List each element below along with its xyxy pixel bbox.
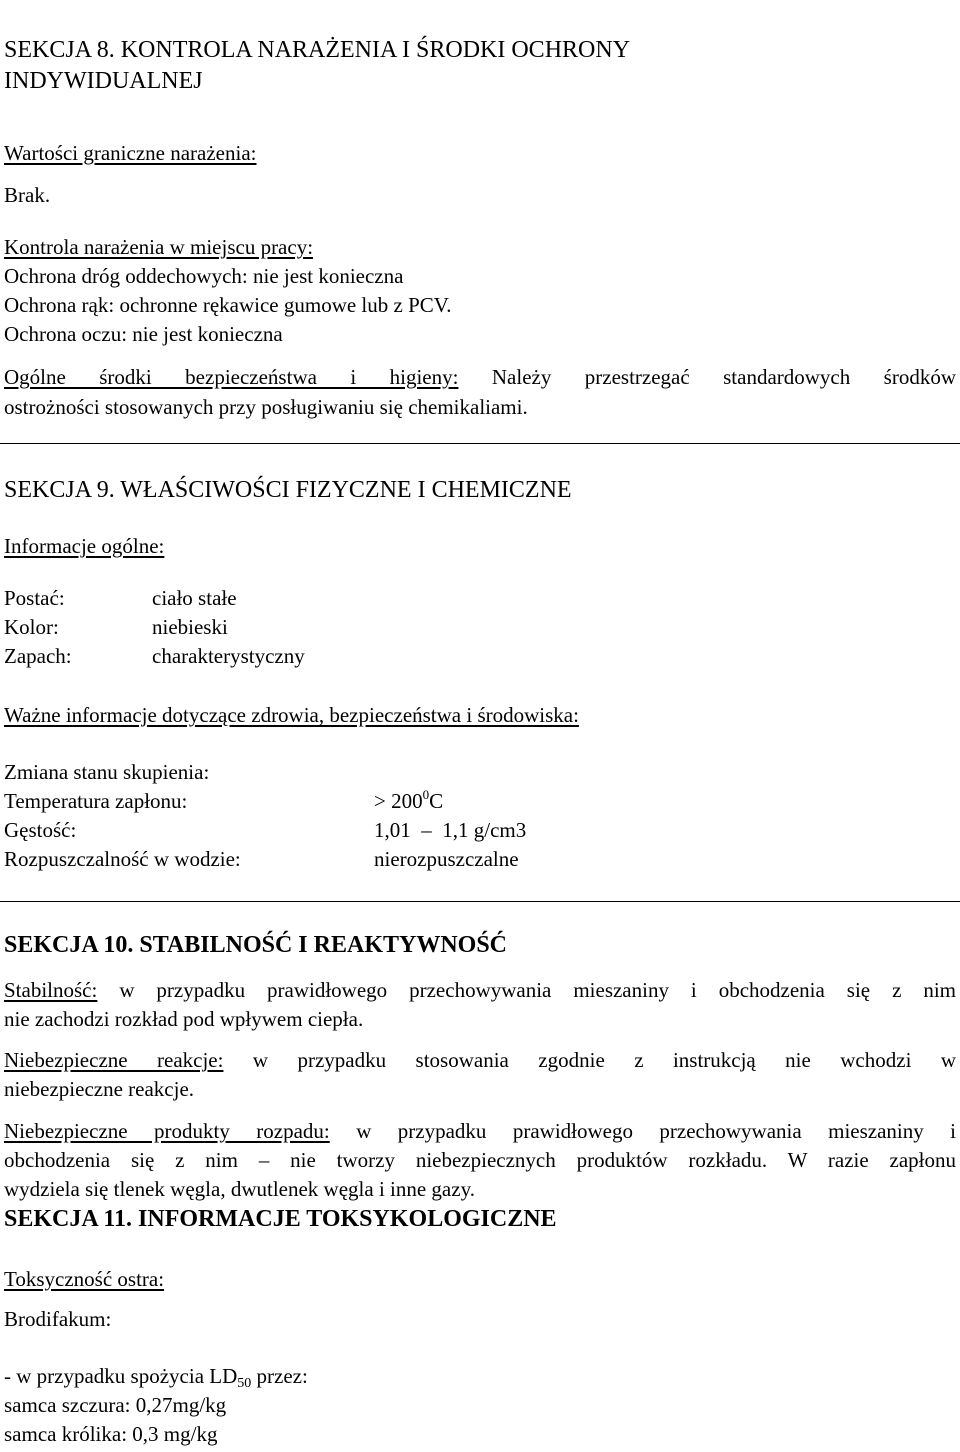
section-divider-2 xyxy=(0,901,960,902)
prop-label-form: Postać: xyxy=(4,586,65,610)
important-info-label: Ważne informacje dotyczące zdrowia, bezpieczeństwa i środowiska: xyxy=(4,703,579,727)
stability-label: Stabilność: xyxy=(4,978,98,1002)
solubility-label: Rozpuszczalność w wodzie: xyxy=(4,847,241,871)
eye-protection: Ochrona oczu: nie jest konieczna xyxy=(4,322,283,346)
ld50-suffix: przez: xyxy=(251,1364,308,1388)
section-8-heading-line-2: INDYWIDUALNEJ xyxy=(4,68,203,94)
reactions-line-2: niebezpieczne reakcje. xyxy=(4,1077,195,1101)
decomposition-label: Niebezpieczne produkty rozpadu: xyxy=(4,1119,330,1143)
stability-line-1 xyxy=(4,976,956,1005)
density-label: Gęstość: xyxy=(4,818,77,842)
reactions-label: Niebezpieczne reakcje: xyxy=(4,1048,224,1072)
section-8-heading-line-1: SEKCJA 8. KONTROLA NARAŻENIA I ŚRODKI OCHRONY xyxy=(4,37,631,63)
reactions-line-1 xyxy=(4,1046,956,1075)
stability-line-2: nie zachodzi rozkład pod wpływem ciepła. xyxy=(4,1007,364,1031)
solubility-value: nierozpuszczalne xyxy=(374,847,519,871)
section-9-heading: SEKCJA 9. WŁAŚCIWOŚCI FIZYCZNE I CHEMICZNE xyxy=(4,477,572,503)
decomposition-line-3: wydziela się tlenek węgla, dwutlenek węgla i inne gazy. xyxy=(4,1177,475,1201)
density-value: 1,01 – 1,1 g/cm3 xyxy=(374,818,527,842)
ld50-line xyxy=(4,1362,308,1391)
respiratory-protection: Ochrona dróg oddechowych: nie jest konieczna xyxy=(4,264,404,288)
hand-protection: Ochrona rąk: ochronne rękawice gumowe lub z PCV. xyxy=(4,293,452,317)
stability-text: w przypadku prawidłowego przechowywania mieszaniny i obchodzenia się z nim xyxy=(119,978,957,1002)
prop-value-odor: charakterystyczny xyxy=(152,644,305,668)
ld50-subscript: 50 xyxy=(237,1376,252,1391)
prop-label-odor: Zapach: xyxy=(4,644,72,668)
workplace-control-label: Kontrola narażenia w miejscu pracy: xyxy=(4,235,314,259)
exposure-limits-label: Wartości graniczne narażenia: xyxy=(4,141,257,165)
exposure-limits-value: Brak. xyxy=(4,183,51,207)
flash-point-label: Temperatura zapłonu: xyxy=(4,789,188,813)
flash-point-number: > 200 xyxy=(374,789,423,813)
general-info-label: Informacje ogólne: xyxy=(4,534,165,558)
ld50-prefix: - w przypadku spożycia LD xyxy=(4,1364,238,1388)
prop-value-form: ciało stałe xyxy=(152,586,237,610)
substance-name: Brodifakum: xyxy=(4,1307,112,1331)
prop-value-color: niebieski xyxy=(152,615,228,639)
flash-point-unit: C xyxy=(429,789,444,813)
hygiene-text: Należy przestrzegać standardowych środków xyxy=(491,365,957,389)
section-10-heading: SEKCJA 10. STABILNOŚĆ I REAKTYWNOŚĆ xyxy=(4,932,508,958)
acute-toxicity-label: Toksyczność ostra: xyxy=(4,1267,165,1291)
flash-point-degree: 0 xyxy=(422,787,430,802)
section-11-heading: SEKCJA 11. INFORMACJE TOKSYKOLOGICZNE xyxy=(4,1206,557,1232)
hygiene-paragraph-line-2: ostrożności stosowanych przy posługiwaniu się chemikaliami. xyxy=(4,395,528,419)
state-change-label: Zmiana stanu skupienia: xyxy=(4,760,210,784)
decomposition-text: w przypadku prawidłowego przechowywania mieszaniny i xyxy=(356,1119,957,1143)
prop-label-color: Kolor: xyxy=(4,615,59,639)
hygiene-label: Ogólne środki bezpieczeństwa i higieny: xyxy=(4,365,459,389)
reactions-text: w przypadku stosowania zgodnie z instrukcją nie wchodzi w xyxy=(252,1048,956,1072)
decomposition-line-1 xyxy=(4,1117,956,1146)
hygiene-paragraph-line-1 xyxy=(4,363,956,392)
rat-value: samca szczura: 0,27mg/kg xyxy=(4,1393,227,1417)
decomposition-line-2: obchodzenia się z nim – nie tworzy niebezpiecznych produktów rozkładu. W razie zapłonu xyxy=(4,1148,956,1172)
section-divider-1 xyxy=(0,443,960,444)
flash-point-value xyxy=(374,787,443,816)
rabbit-value: samca królika: 0,3 mg/kg xyxy=(4,1422,218,1446)
